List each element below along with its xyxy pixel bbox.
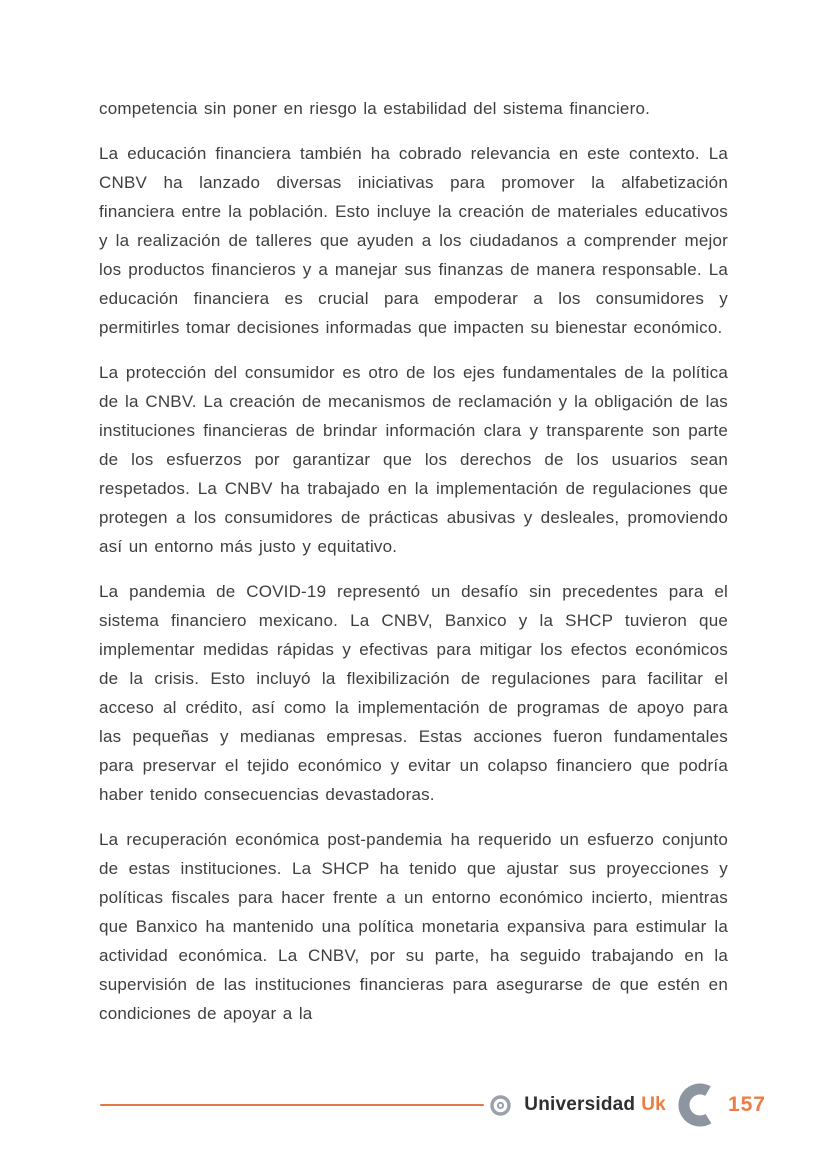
- brand-suffix: Uk: [641, 1094, 666, 1115]
- paragraph: La educación financiera también ha cobrado relevancia en este contexto. La CNBV ha lanzado diversas iniciativas para promover la alfabetización financiera entre la población. Esto incluye la creación de materiales educativos y la realización de talleres que ayuden a los ciudadanos a comprender mejor los productos financieros y a manejar sus finanzas de manera responsable. La educación financiera es crucial para empoderar a los consumidores y permitirles tomar decisiones informadas que impacten su bienestar económico.: [99, 144, 728, 337]
- crescent-icon: [678, 1083, 722, 1127]
- footer-divider-line: [100, 1104, 484, 1106]
- paragraph: La protección del consumidor es otro de los ejes fundamentales de la política de la CNBV. La creación de mecanismos de reclamación y la obligación de las instituciones financieras de brindar información clara y transparente son parte de los esfuerzos por garantizar que los derechos de los usuarios sean respetados. La CNBV ha trabajado en la implementación de regulaciones que protegen a los consumidores de prácticas abusivas y desleales, promoviendo así un entorno más justo y equitativo.: [99, 363, 728, 556]
- paragraph: La pandemia de COVID-19 representó un desafío sin precedentes para el sistema financiero mexicano. La CNBV, Banxico y la SHCP tuvieron que implementar medidas rápidas y efectivas para mitigar los efectos económicos de la crisis. Esto incluyó la flexibilización de regulaciones para facilitar el acceso al crédito, así como la implementación de programas de apoyo para las pequeñas y medianas empresas. Estas acciones fueron fundamentales para preservar el tejido económico y evitar un colapso financiero que podría haber tenido consecuencias devastadoras.: [99, 582, 728, 804]
- page-content: [99, 94, 728, 1044]
- page-footer: [0, 1083, 828, 1127]
- brand-name: Universidad: [524, 1094, 636, 1115]
- paragraph: competencia sin poner en riesgo la estabilidad del sistema financiero.: [99, 99, 651, 118]
- brand-logo: [524, 1094, 666, 1116]
- target-icon: [490, 1095, 511, 1116]
- page-number: 157: [727, 1093, 766, 1116]
- paragraph: La recuperación económica post-pandemia ha requerido un esfuerzo conjunto de estas instituciones. La SHCP ha tenido que ajustar sus proyecciones y políticas fiscales para hacer frente a un entorno económico incierto, mientras que Banxico ha mantenido una política monetaria expansiva para estimular la actividad económica. La CNBV, por su parte, ha seguido trabajando en la supervisión de las instituciones financieras para asegurarse de que estén en condiciones de apoyar a la: [99, 830, 728, 1023]
